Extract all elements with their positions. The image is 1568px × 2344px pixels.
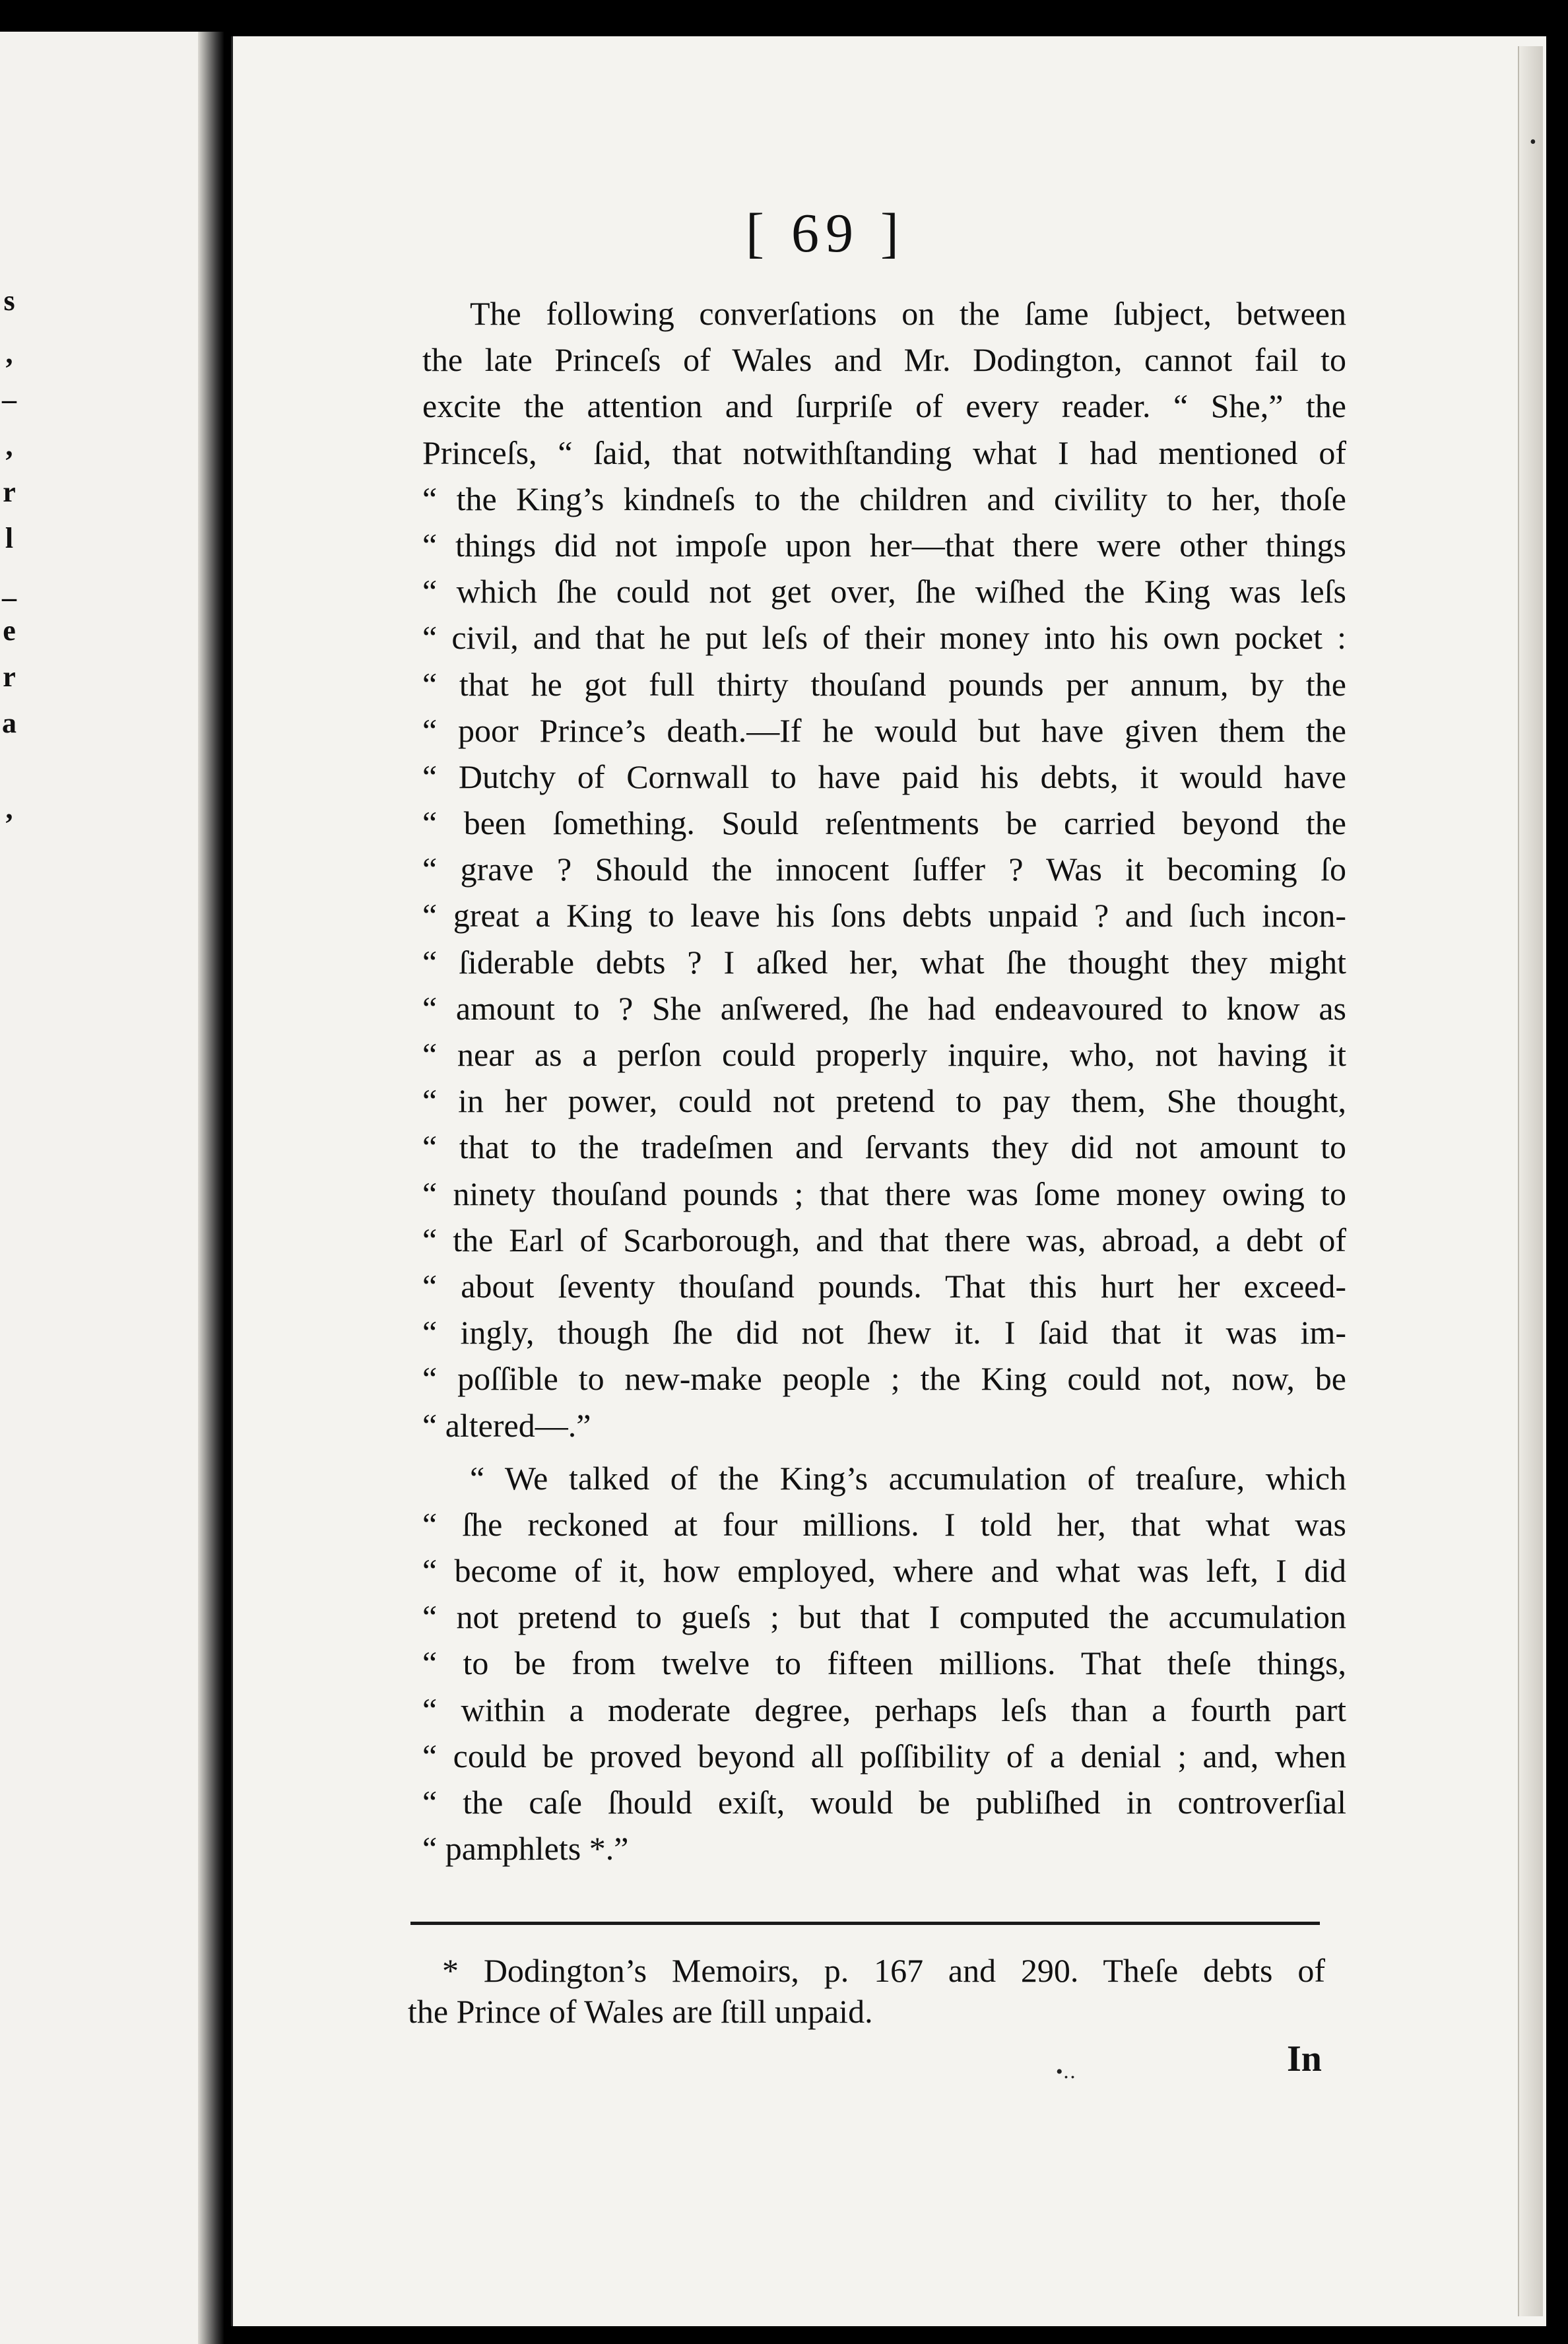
text-line: “ could be proved beyond all poſſibility of a denial ; and, when [422, 1737, 1346, 1774]
page-number: [ 69 ] [746, 203, 905, 264]
text-line: “ great a King to leave his ſons debts unpaid ? and ſuch incon- [422, 897, 1346, 934]
text-line: “ that he got full thirty thouſand pounds per annum, by the [422, 665, 1346, 703]
ink-spot: •‥ [1056, 2061, 1076, 2083]
left-page-edge-glyph: a [2, 707, 16, 739]
left-page-edge-glyph: , [5, 430, 13, 462]
text-line: “ poor Prince’s death.—If he would but have given them the [422, 711, 1346, 749]
text-line: “ ſhe reckoned at four millions. I told her, that what was [422, 1505, 1346, 1543]
text-line: “ within a moderate degree, perhaps leſs than a fourth part [422, 1691, 1346, 1728]
left-page-edge-glyph: e [3, 614, 16, 647]
text-line: “ near as a perſon could properly inquire, who, not having it [422, 1036, 1346, 1073]
text-line: “ poſſible to new-make people ; the King could not, now, be [422, 1360, 1346, 1398]
text-line: “ pamphlets *.” [422, 1830, 629, 1868]
footnote-line: the Prince of Wales are ſtill unpaid. [408, 1993, 873, 2030]
footnote [408, 1950, 1325, 2032]
body-text [422, 290, 1346, 1872]
text-line: “ Dutchy of Cornwall to have paid his debts, it would have [422, 758, 1346, 795]
text-line: “ to be from twelve to fifteen millions. That theſe things, [422, 1644, 1346, 1682]
text-line: “ in her power, could not pretend to pay them, She thought, [422, 1082, 1346, 1120]
text-line: The following converſations on the ſame ſubject, between [470, 295, 1346, 332]
book-gutter [198, 32, 224, 2344]
text-line: “ civil, and that he put leſs of their money into his own pocket : [422, 619, 1346, 657]
catchword: In [1287, 2038, 1322, 2079]
text-line: “ not pretend to gueſs ; but that I computed the accumulation [422, 1598, 1346, 1636]
ink-spot: • [1530, 132, 1536, 152]
text-line: “ ingly, though ſhe did not ſhew it. I ſaid that it was im- [422, 1314, 1346, 1351]
footnote-line: * Dodington’s Memoirs, p. 167 and 290. Theſe debts of [442, 1952, 1325, 1989]
left-page-edge-glyph: s [3, 284, 15, 317]
text-line: “ We talked of the King’s accumulation of treaſure, which [470, 1459, 1346, 1497]
paragraph-1 [422, 290, 1346, 1449]
text-line: “ the Earl of Scarborough, and that there was, abroad, a debt of [422, 1221, 1346, 1258]
text-line: “ which ſhe could not get over, ſhe wiſhed the King was leſs [422, 573, 1346, 610]
text-line: “ been ſomething. Sould reſentments be carried beyond the [422, 804, 1346, 842]
text-line: Princeſs, “ ſaid, that notwithſtanding what I had mentioned of [422, 434, 1346, 471]
paragraph-2 [422, 1455, 1346, 1872]
text-line: “ things did not impoſe upon her—that there were other things [422, 526, 1346, 564]
text-line: excite the attention and ſurpriſe of every reader. “ She,” the [422, 387, 1346, 425]
text-line: “ grave ? Should the innocent ſuffer ? Was it becoming ſo [422, 851, 1346, 888]
text-line: “ ſiderable debts ? I aſked her, what ſhe thought they might [422, 943, 1346, 981]
left-page-edge-glyph: – [2, 581, 16, 614]
text-line: “ about ſeventy thouſand pounds. That this hurt her exceed- [422, 1267, 1346, 1305]
text-line: “ that to the tradeſmen and ſervants they did not amount to [422, 1128, 1346, 1166]
text-line: “ the caſe ſhould exiſt, would be publiſhed in controverſial [422, 1784, 1346, 1821]
left-page-edge-glyph: r [3, 661, 16, 693]
left-page-edge-glyph: , [5, 337, 13, 370]
text-line: “ altered—.” [422, 1406, 591, 1444]
page-edge-shadow [1518, 46, 1543, 2316]
text-line: “ amount to ? She anſwered, ſhe had endeavoured to know as [422, 989, 1346, 1027]
text-line: “ ninety thouſand pounds ; that there was ſome money owing to [422, 1175, 1346, 1212]
text-line: “ the King’s kindneſs to the children and civility to her, thoſe [422, 480, 1346, 517]
left-page-edge-glyph: – [2, 383, 16, 416]
left-page-edge-glyph: l [5, 522, 14, 554]
text-line: “ become of it, how employed, where and what was left, I did [422, 1552, 1346, 1590]
left-page-edge-glyph: r [3, 476, 16, 508]
left-page-fragment [0, 32, 219, 2344]
left-page-edge-glyph: , [5, 793, 13, 825]
footnote-rule [410, 1922, 1320, 1925]
text-line: the late Princeſs of Wales and Mr. Dodington, cannot fail to [422, 341, 1346, 379]
